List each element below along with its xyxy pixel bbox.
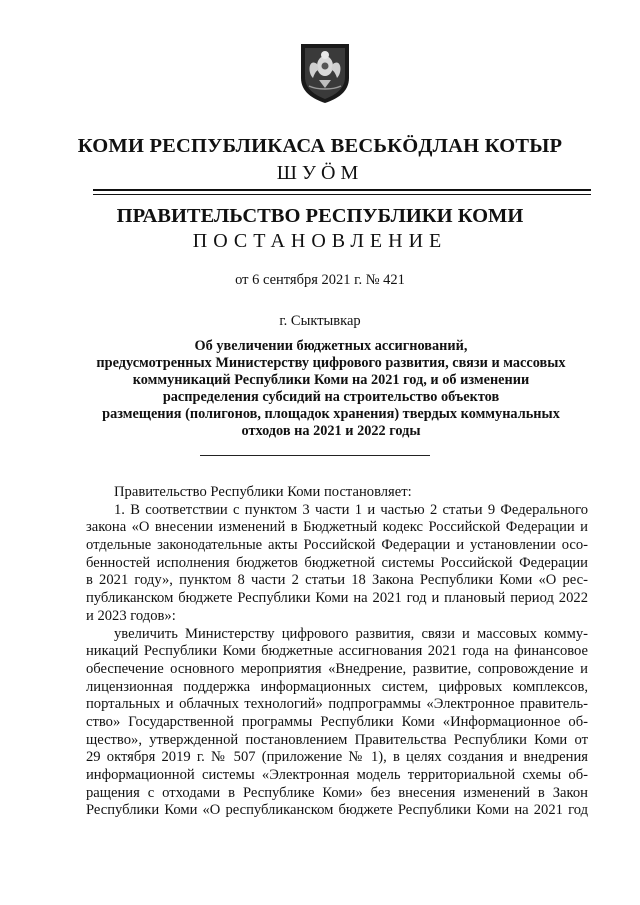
body-line: обеспечение основного мероприятия «Внедрение, развитие, сопровождение и (86, 660, 588, 677)
decree-label: ПОСТАНОВЛЕНИЕ (192, 230, 448, 252)
body-line: публиканском бюджете Республики Коми на 2021 год и плановый период 2022 (86, 590, 588, 607)
body-line: в 2021 году», пунктом 8 части 2 статьи 18 Закона Республики Коми «О рес- (86, 572, 588, 589)
body-line: и 2023 годов»: (86, 607, 176, 624)
decree-subject (80, 338, 582, 441)
subject-line: предусмотренных Министерству цифрового развития, связи и массовых (96, 355, 566, 372)
body-line: 1. В соответствии с пунктом 3 части 1 и частью 2 статьи 9 Федерального (114, 501, 588, 518)
body-line: закона «О внесении изменений в Бюджетный кодекс Российской Федерации и (86, 519, 588, 536)
subject-line: Об увеличении бюджетных ассигнований, (194, 338, 468, 354)
subject-line: отходов на 2021 и 2022 годы (241, 423, 421, 440)
komi-coat-of-arms-icon (299, 42, 351, 104)
komi-decree-label: ШУӦМ (276, 162, 364, 184)
subject-line: коммуникаций Республики Коми на 2021 год, и об изменении (132, 372, 530, 389)
subject-line: размещения (полигонов, площадок хранения) твердых коммунальных (102, 406, 560, 423)
komi-government-title: КОМИ РЕСПУБЛИКАСА ВЕСЬКӦДЛАН КОТЫР (77, 135, 563, 157)
body-line: никаций Республики Коми бюджетные ассигнования 2021 года на финансовое (86, 643, 588, 660)
body-line: ство» Государственной программы Республики Коми «Информационное об- (86, 713, 588, 730)
body-line: лицензионная поддержка информационных систем, цифровых комплексов, (86, 678, 588, 695)
subject-line: распределения субсидий на строительство объектов (162, 389, 500, 406)
body-line: информационной системы «Электронная модель территориальной схемы об- (86, 767, 588, 783)
body-line: ращения с отходами в Республике Коми» без внесения изменений в Закон (86, 784, 588, 801)
body-line: увеличить Министерству цифрового развития, связи и массовых комму- (114, 625, 588, 642)
subject-divider (200, 455, 430, 456)
body-line: щество», утвержденной постановлением Правительства Республики Коми от (86, 731, 588, 748)
body-line: бенностей исполнения бюджетов бюджетной системы Российской Федерации (86, 554, 588, 571)
header-divider-thin (93, 194, 591, 195)
body-line: Республики Коми «О республиканском бюджете Республики Коми на 2021 год (86, 802, 588, 819)
russian-government-title: ПРАВИТЕЛЬСТВО РЕСПУБЛИКИ КОМИ (116, 205, 524, 227)
body-line: Правительство Республики Коми постановляет: (114, 484, 412, 500)
decree-body (86, 484, 588, 820)
body-line: 29 октября 2019 г. № 507 (приложение № 1), в целях создания и внедрения (86, 749, 588, 766)
decree-place: г. Сыктывкар (279, 313, 361, 329)
decree-date-number: от 6 сентября 2021 г. № 421 (235, 272, 405, 288)
body-line: отдельные законодательные акты Российской Федерации и установлении осо- (86, 537, 588, 554)
body-line: портальных и облачных технологий» подпрограммы «Электронное правитель- (86, 696, 588, 713)
header-divider-thick (93, 189, 591, 191)
